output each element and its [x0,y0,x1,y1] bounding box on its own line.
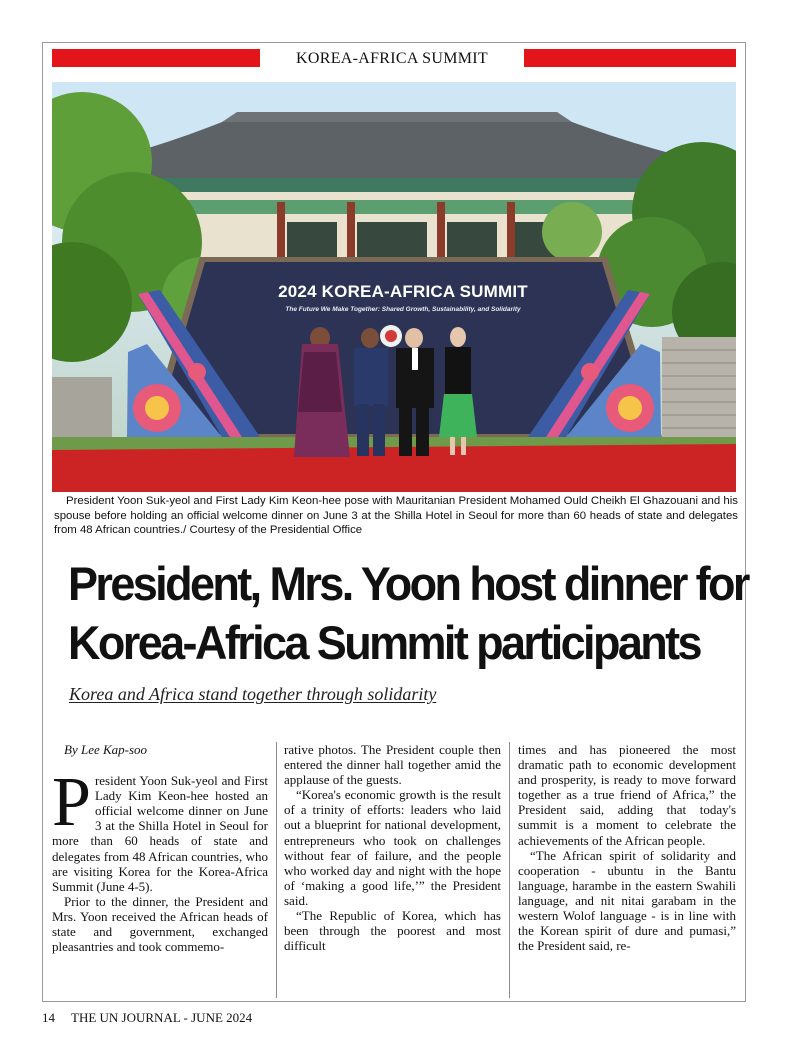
article-paragraph: “Korea's economic growth is the result of a trinity of efforts: leaders who laid out a blueprint for national development, entrepreneurs who took on challenges without fear of failure, and the people who worked day and night with the hope of ‘making a good life,’” the President said. [284,787,501,908]
section-bar-right [524,49,736,67]
article-paragraph: “The Republic of Korea, which has been through the poorest and most difficult [284,908,501,954]
headline-line-2: Korea-Africa Summit participants [68,615,700,670]
section-label: KOREA-AFRICA SUMMIT [296,50,488,67]
byline: By Lee Kap-soo [64,742,148,757]
summit-photo [52,82,736,492]
article-column-3 [518,742,736,998]
section-header [52,49,736,67]
headline-line-1: President, Mrs. Yoon host dinner for [68,557,748,611]
column-divider [509,742,510,998]
article-paragraph: “The African spirit of solidarity and cooperation - ubuntu in the Bantu language, harambe in the eastern Swahili language, and nit nitai garabam in the western Wolof language - is in line with the Korean spirit of dure and pumasi,” the President said, re- [518,847,736,954]
page-number: 14 [42,1010,55,1025]
drop-cap: P [52,764,91,842]
page-footer [42,1010,268,1026]
column-divider [276,742,277,998]
backdrop-subtitle: The Future We Make Together: Shared Growth, Sustainability, and Solidarity [285,306,521,313]
article-paragraph: rative photos. The President couple then entered the dinner hall together amid the applause of the guests. [284,742,501,788]
backdrop-title: 2024 KOREA-AFRICA SUMMIT [278,282,528,301]
publication-name: THE UN JOURNAL - JUNE 2024 [71,1010,253,1025]
article-column-1 [52,742,268,998]
paragraph-text: resident Yoon Suk-yeol and First Lady Kim Keon-hee hosted an official welcome dinner on June 3 at the Shilla Hotel in Seoul for more than 60 heads of state and delegates from 48 African countries, who are visiting Korea for the Korea-Africa Summit (June 4-5). [52,773,268,894]
photo-caption: President Yoon Suk-yeol and First Lady Kim Keon-hee pose with Mauritanian President Mohamed Ould Cheikh El Ghazouani and his spouse before holding an official welcome dinner on June 3 at the Shilla Hotel in Seoul for more than 60 heads of state and delegates from 48 African countries./ Courtesy of the Presidential Office [54,495,738,537]
article-paragraph [52,764,268,894]
section-bar-left [52,49,260,67]
headline [68,555,748,673]
article-paragraph: times and has pioneered the most dramatic path to economic development and prosperity, is ready to move forward together as a true friend of Africa,” the President said, adding that today's summit is a moment to celebrate the achievements of the African people. [518,742,736,848]
article-column-2 [284,742,501,998]
article-paragraph: Prior to the dinner, the President and Mrs. Yoon received the African heads of state and government, exchanged pleasantries and took commemo- [52,893,268,955]
subheadline: Korea and Africa stand together through solidarity [69,684,437,704]
